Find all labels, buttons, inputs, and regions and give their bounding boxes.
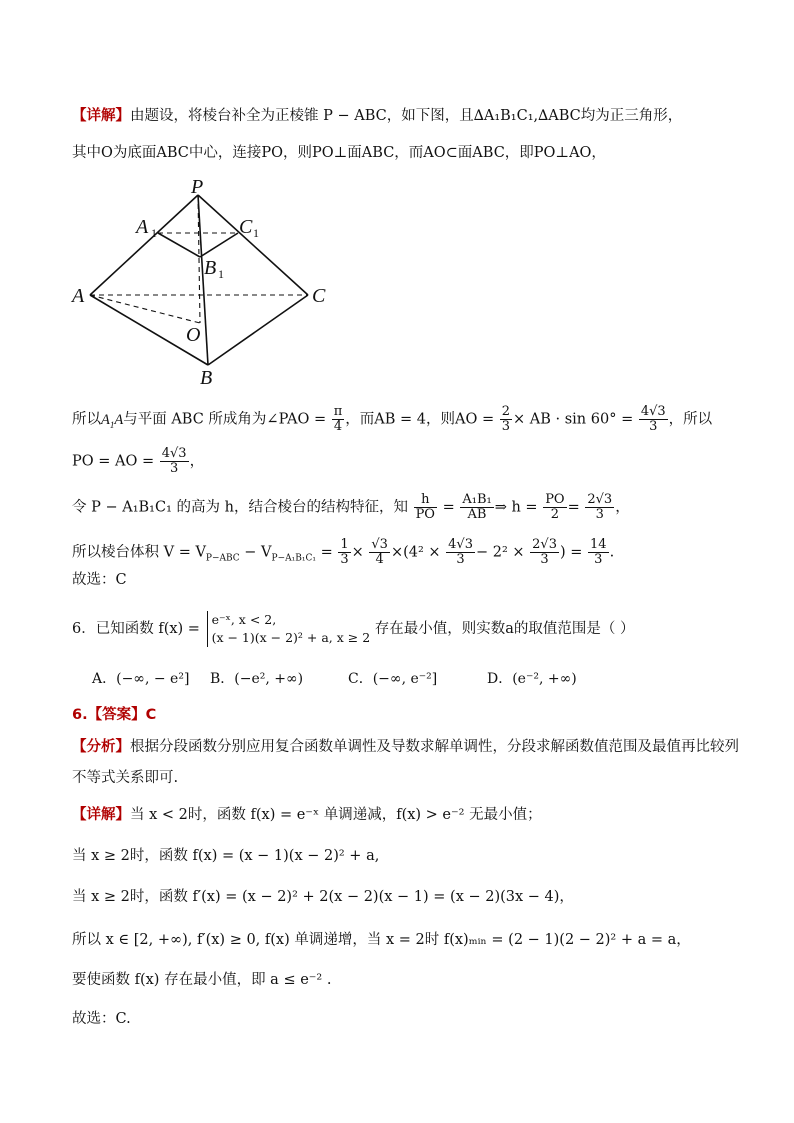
detail6-line-3: 当 x ≥ 2时，函数 f′(x) = (x − 2)² + 2(x − 2)(x − 1) = (x − 2)(3x − 4)， <box>72 889 574 905</box>
edge-C1B1 <box>200 233 238 257</box>
label-A: A <box>72 285 85 307</box>
edge-A1B1 <box>158 233 200 257</box>
calc-text: = <box>567 499 580 516</box>
detail6-text: 当 x < 2时，函数 f(x) = e⁻ˣ 单调递减，f(x) > e⁻² 无最小值； <box>130 807 542 823</box>
calc-line-2 <box>72 447 204 476</box>
question-text: 存在最小值，则实数a的取值范围是（ ） <box>374 621 635 637</box>
analysis-tag: 【分析】 <box>72 739 130 755</box>
fraction-2-over-3: $\frac{2}{3}$ <box>501 404 511 434</box>
label-A1-sub: 1 <box>151 226 157 240</box>
label-C1-sub: 1 <box>253 226 259 240</box>
fraction-sqrt3-over-4: $\frac{√3}{4}$ <box>371 537 388 567</box>
option-C: C．(−∞, e⁻²] <box>348 671 438 687</box>
calc-text: ，所以 <box>668 411 713 428</box>
detail6-line-4: 所以 x ∈ [2, +∞), f′(x) ≥ 0, f(x) 单调递增，当 x = 2时 f(x)ₘᵢₙ = (2 − 1)(2 − 2)² + a = a， <box>72 932 691 948</box>
fraction-PO-over-2: $\frac{PO}{2}$ <box>545 492 565 522</box>
detail-line-1 <box>72 106 682 126</box>
calc-text: 所以棱台体积 V = V <box>72 544 206 561</box>
fraction-4sqrt3-over-3: $\frac{4√3}{3}$ <box>161 446 187 476</box>
answer-line-5: 故选：C <box>72 572 127 588</box>
fraction-2sqrt3-over-3: $\frac{2√3}{3}$ <box>532 537 557 567</box>
edge-CB <box>208 295 308 365</box>
piecewise-case-1: e⁻ˣ, x < 2, <box>211 612 277 627</box>
option-A: A．(−∞, − e²] <box>92 671 190 687</box>
fraction-14-over-3: $\frac{14}{3}$ <box>590 537 607 567</box>
fraction-4sqrt3-over-3: $\frac{4√3}{3}$ <box>640 404 666 434</box>
label-B1: B <box>204 257 217 279</box>
calc-text: 与平面 ABC 所成角为∠PAO = <box>123 411 327 428</box>
calc-text: = <box>320 544 333 561</box>
answer-value: C <box>145 707 157 723</box>
fraction-2sqrt3-over-3: $\frac{2√3}{3}$ <box>587 492 613 522</box>
solution-answer-line <box>72 705 156 725</box>
label-O: O <box>186 324 201 346</box>
calc-text: ，而AB = 4，则AO = <box>345 411 495 428</box>
question-text: 6．已知函数 f(x) = <box>72 621 200 637</box>
detail6-tag: 【详解】 <box>72 807 130 823</box>
calc-text: ， <box>615 499 630 516</box>
calc-text: 所以 <box>72 411 101 428</box>
edge-PC <box>198 195 308 295</box>
detail6-line-1 <box>72 805 542 825</box>
option-D: D．(e⁻², +∞) <box>487 671 577 687</box>
calc-text: × AB · sin 60° = <box>513 411 634 428</box>
calc-text: ⇒ h = <box>494 499 538 516</box>
label-A1: A <box>136 216 149 238</box>
detail-text-1: 由题设，将棱台补全为正棱锥 P − ABC，如下图，且∆A₁B₁C₁,∆ABC均为正三角形， <box>130 108 683 124</box>
analysis-text: 根据分段函数分别应用复合函数单调性及导数求解单调性，分段求解函数值范围及最值再比较列 <box>130 739 739 755</box>
calc-text: − V <box>244 544 272 561</box>
detail6-line-5: 要使函数 f(x) 存在最小值，即 a ≤ e⁻² . <box>72 972 332 988</box>
calc-text: $A_1A$ <box>101 411 124 430</box>
segment-AO <box>90 295 200 323</box>
detail6-line-2: 当 x ≥ 2时，函数 f(x) = (x − 1)(x − 2)² + a, <box>72 848 380 864</box>
fraction-A1B1-over-AB: $\frac{\text{A₁B₁}}{AB}$ <box>462 492 492 522</box>
fraction-4sqrt3-over-3: $\frac{4√3}{3}$ <box>448 537 473 567</box>
label-C: C <box>312 285 326 307</box>
label-B: B <box>200 367 213 389</box>
calc-text: PO = AO = <box>72 453 155 470</box>
piecewise-brace <box>207 611 371 647</box>
label-C1: C <box>239 216 253 238</box>
answer-tag: 6.【答案】 <box>72 707 146 723</box>
edge-PA <box>90 195 198 295</box>
detail6-line-6: 故选：C. <box>72 1011 131 1027</box>
fraction-1-over-3: $\frac{1}{3}$ <box>340 537 349 567</box>
label-B1-sub: 1 <box>218 267 224 281</box>
calc-line-4: 所以棱台体积 $V = V_{P-ABC} - V_{P-A_1B_1C_1}$ = $\frac{1}{3}$ × $\frac{√3}{4}$ ×(4² × $\frac{4√3}{3}$ − 2² × $\frac{2√3}{3}$ ) = $\frac{14}{3}$ . <box>72 537 615 567</box>
piecewise-case-2: (x − 1)(x − 2)² + a, x ≥ 2 <box>211 630 371 645</box>
analysis-line-1 <box>72 737 739 757</box>
fraction-pi-over-4: $\frac{\pi}{4}$ <box>333 404 343 434</box>
calc-text: 令 P − A₁B₁C₁ 的高为 h，结合棱台的结构特征，知 <box>72 499 408 516</box>
option-B: B．(−e², +∞) <box>210 671 304 687</box>
calc-line-1 <box>72 405 712 434</box>
detail-line-2: 其中O为底面ABC中心，连接PO，则PO⊥面ABC，而AO⊂面ABC，即PO⊥AO， <box>72 145 606 161</box>
question-6-stem <box>72 611 635 647</box>
calc-text: ， <box>189 453 205 470</box>
calc-line-3: 令 P − A₁B₁C₁ 的高为 h，结合棱台的结构特征，知 $\frac{h}{PO}$ = $\frac{\text{A₁B₁}}{AB}$ ⇒ h = $\frac{PO}{2}$ = $\frac{2√3}{3}$ ， <box>72 492 630 522</box>
label-P: P <box>191 176 204 198</box>
detail-tag: 【详解】 <box>72 108 130 124</box>
pyramid-figure <box>60 175 350 390</box>
fraction-h-over-PO: $\frac{h}{PO}$ <box>415 492 435 522</box>
analysis-line-2: 不等式关系即可. <box>72 770 179 786</box>
